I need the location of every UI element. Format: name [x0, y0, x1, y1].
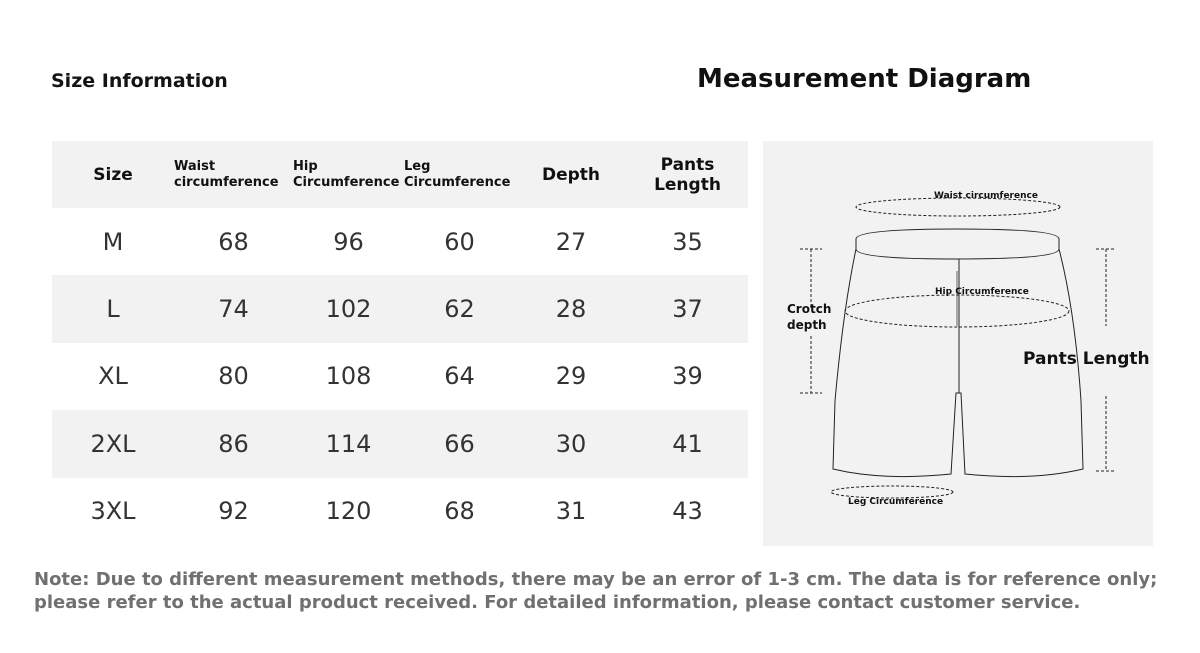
leg-circumference-label: Leg Circumference: [848, 497, 944, 507]
cell-hip: 114: [325, 429, 372, 458]
table-row: [52, 208, 748, 275]
header-hip-line2: Circumference: [293, 174, 400, 190]
shorts-diagram-svg: [763, 141, 1153, 546]
cell-leg: 68: [444, 497, 475, 526]
cell-waist: 80: [218, 362, 249, 391]
header-leg-line1: Leg: [404, 158, 431, 174]
table-row: [52, 275, 748, 342]
cell-length: 35: [672, 227, 703, 256]
cell-waist: 92: [218, 497, 249, 526]
waist-circumference-label: Waist circumference: [934, 191, 1038, 201]
cell-depth: 29: [555, 362, 587, 391]
cell-length: 43: [672, 497, 703, 526]
cell-leg: 66: [444, 429, 475, 458]
cell-hip: 108: [325, 362, 372, 391]
measurement-diagram: [763, 141, 1153, 546]
size-table: [52, 141, 748, 545]
cell-length: 39: [672, 362, 703, 391]
header-hip-line1: Hip: [293, 158, 318, 174]
cell-hip: 96: [333, 227, 364, 256]
crotch-depth-label-line1: Crotch: [787, 302, 832, 316]
cell-waist: 74: [218, 295, 249, 324]
header-depth: Depth: [541, 164, 601, 185]
size-information-title: Size Information: [51, 70, 228, 92]
table-row: [52, 343, 748, 410]
header-waist: [174, 141, 293, 208]
pants-length-label: Pants Length: [1023, 349, 1150, 369]
cell-size: 3XL: [90, 497, 136, 526]
cell-size: XL: [98, 362, 128, 391]
cell-leg: 62: [444, 295, 475, 324]
table-header-row: [52, 141, 748, 208]
cell-size: 2XL: [90, 429, 136, 458]
disclaimer-note: Note: Due to different measurement methods, there may be an error of 1-3 cm. The data is for reference only; please refer to the actual product received. For detailed information, please contact customer service.: [34, 569, 1158, 613]
cell-size: L: [106, 295, 120, 324]
header-pants-length: Pants Length: [654, 154, 721, 195]
cell-length: 37: [672, 295, 703, 324]
measurement-diagram-title: Measurement Diagram: [697, 64, 1032, 94]
cell-waist: 86: [218, 429, 249, 458]
hip-circumference-label: Hip Circumference: [935, 287, 1029, 297]
header-waist-line2: circumference: [174, 174, 279, 190]
header-leg: [404, 141, 515, 208]
header-waist-line1: Waist: [174, 158, 216, 174]
cell-length: 41: [672, 429, 703, 458]
cell-hip: 120: [325, 497, 372, 526]
cell-hip: 102: [325, 295, 372, 324]
cell-depth: 28: [555, 295, 587, 324]
waistband-outline: [856, 229, 1059, 259]
cell-waist: 68: [218, 227, 249, 256]
cell-depth: 30: [555, 429, 587, 458]
header-size: Size: [93, 164, 133, 185]
cell-leg: 64: [444, 362, 475, 391]
cell-depth: 31: [555, 497, 587, 526]
cell-depth: 27: [555, 227, 587, 256]
table-row: [52, 410, 748, 477]
header-leg-line2: Circumference: [404, 174, 511, 190]
table-row: [52, 478, 748, 545]
crotch-depth-label-line2: depth: [787, 318, 827, 332]
header-hip: [293, 141, 404, 208]
cell-leg: 60: [444, 227, 475, 256]
cell-size: M: [102, 227, 124, 256]
